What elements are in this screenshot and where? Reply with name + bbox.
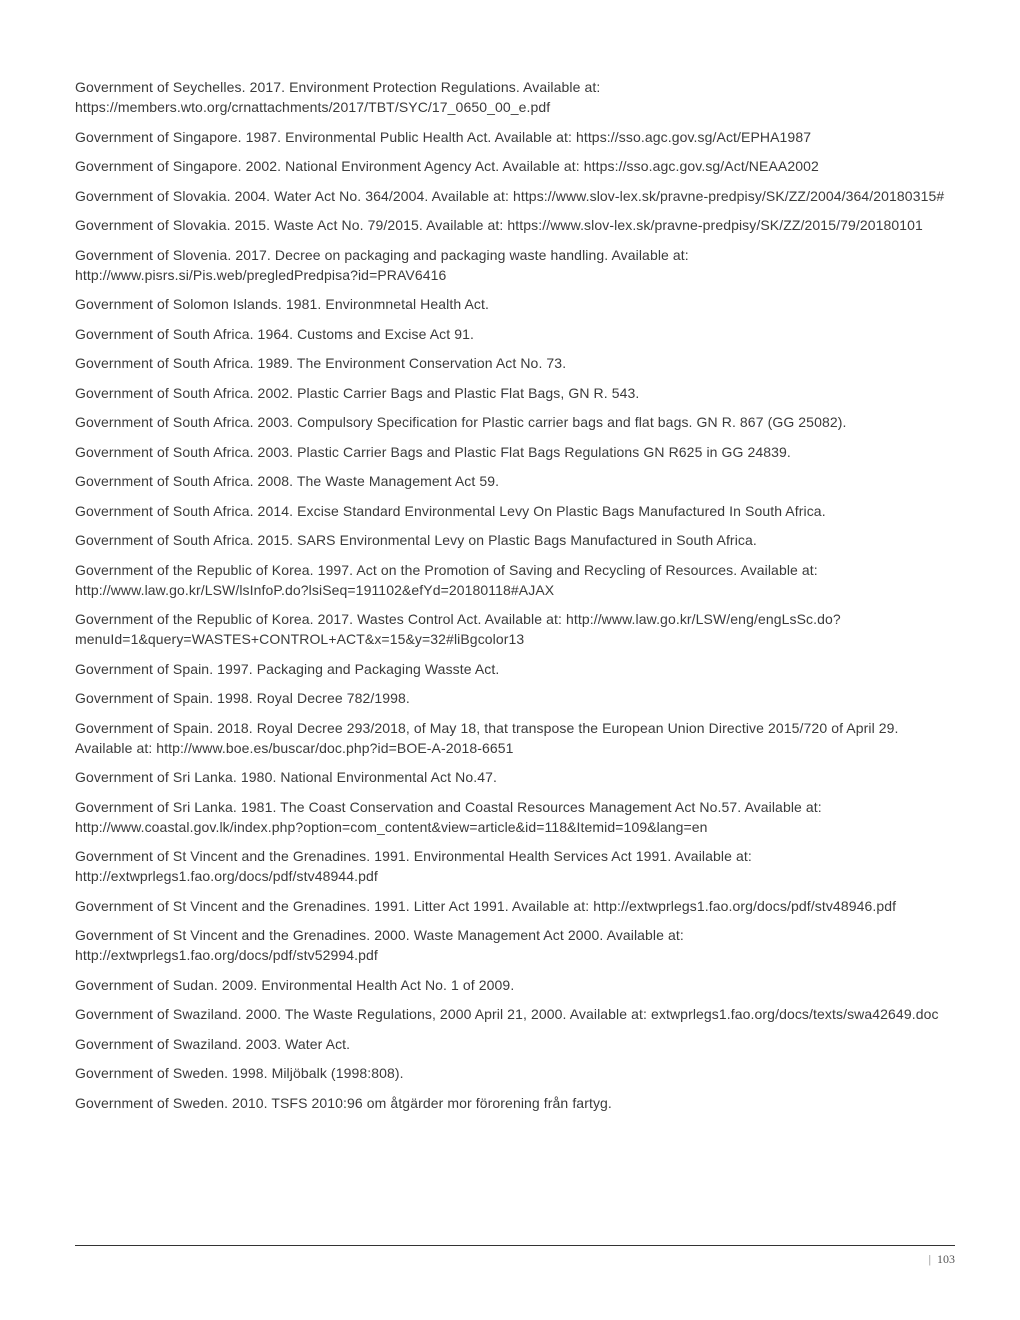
reference-entry: Government of Sweden. 2010. TSFS 2010:96 om åtgärder mor förorening från fartyg. xyxy=(75,1094,612,1111)
reference-entry: Government of South Africa. 2014. Excise Standard Environmental Levy On Plastic Bags Manufactured In South Africa. xyxy=(75,502,826,519)
reference-entry: Government of St Vincent and the Grenadines. 2000. Waste Management Act 2000. Available at: http://extwprlegs1.fao.org/docs/pdf/stv52994.pdf xyxy=(75,927,684,963)
reference-entry: Government of South Africa. 2003. Plastic Carrier Bags and Plastic Flat Bags Regulations GN R625 in GG 24839. xyxy=(75,443,791,460)
reference-entry: Government of South Africa. 2003. Compulsory Specification for Plastic carrier bags and flat bags. GN R. 867 (GG 25082). xyxy=(75,414,847,430)
reference-entry: Government of the Republic of Korea. 1997. Act on the Promotion of Saving and Recycling of Resources. Available at: http://www.law.go.kr/LSW/lsInfoP.do?lsiSeq=191102&efYd=20180118#AJAX xyxy=(75,561,818,598)
page-number-separator: | xyxy=(928,1252,931,1266)
reference-entry: Government of St Vincent and the Grenadines. 1991. Environmental Health Services Act 1991. Available at: http://extwprlegs1.fao.org/docs/pdf/stv48944.pdf xyxy=(75,848,752,884)
reference-entry: Government of South Africa. 1989. The Environment Conservation Act No. 73. xyxy=(75,355,567,371)
reference-entry: Government of Slovakia. 2015. Waste Act No. 79/2015. Available at: https://www.slov-lex.sk/pravne-predpisy/SK/ZZ/2015/79/20180101 xyxy=(75,217,923,233)
reference-entry: Government of Slovenia. 2017. Decree on packaging and packaging waste handling. Available at: http://www.pisrs.si/Pis.web/pregledPredpisa?id=PRAV6416 xyxy=(75,246,689,283)
reference-entry: Government of South Africa. 1964. Customs and Excise Act 91. xyxy=(75,325,474,342)
footer-divider xyxy=(75,1245,955,1246)
reference-list xyxy=(75,77,945,1122)
reference-entry: Government of Singapore. 2002. National Environment Agency Act. Available at: https://sso.agc.gov.sg/Act/NEAA2002 xyxy=(75,158,819,174)
reference-entry: Government of South Africa. 2015. SARS Environmental Levy on Plastic Bags Manufactured in South Africa. xyxy=(75,532,757,548)
reference-entry: Government of Solomon Islands. 1981. Environmnetal Health Act. xyxy=(75,296,489,312)
reference-entry: Government of Spain. 1998. Royal Decree 782/1998. xyxy=(75,690,410,706)
reference-entry: Government of Sudan. 2009. Environmental Health Act No. 1 of 2009. xyxy=(75,976,515,993)
reference-entry: Government of South Africa. 2008. The Waste Management Act 59. xyxy=(75,473,500,489)
reference-entry: Government of the Republic of Korea. 2017. Wastes Control Act. Available at: http://www.law.go.kr/LSW/eng/engLsSc.do?menuId=1&query=WASTES+CONTROL+ACT&x=15&y=32#liBgcolor13 xyxy=(75,611,841,647)
reference-entry: Government of Slovakia. 2004. Water Act No. 364/2004. Available at: https://www.slov-lex.sk/pravne-predpisy/SK/ZZ/2004/364/20180315# xyxy=(75,187,945,204)
reference-entry: Government of Sri Lanka. 1980. National Environmental Act No.47. xyxy=(75,769,497,785)
reference-entry: Government of Sri Lanka. 1981. The Coast Conservation and Coastal Resources Management Act No.57. Available at: http://www.coastal.gov.lk/index.php?option=com_content&view=article&id=118&Itemid=109&lang=en xyxy=(75,798,822,835)
reference-entry: Government of Swaziland. 2003. Water Act. xyxy=(75,1035,351,1052)
reference-entry: Government of St Vincent and the Grenadines. 1991. Litter Act 1991. Available at: http://extwprlegs1.fao.org/docs/pdf/stv48946.pdf xyxy=(75,897,897,914)
page-number-value: 103 xyxy=(937,1252,955,1266)
page-number xyxy=(929,1252,955,1267)
reference-entry: Government of Singapore. 1987. Environmental Public Health Act. Available at: https://sso.agc.gov.sg/Act/EPHA1987 xyxy=(75,128,812,145)
reference-entry: Government of Sweden. 1998. Miljöbalk (1998:808). xyxy=(75,1065,404,1081)
reference-entry: Government of Swaziland. 2000. The Waste Regulations, 2000 April 21, 2000. Available at: extwprlegs1.fao.org/docs/texts/swa42649.doc xyxy=(75,1006,939,1022)
reference-entry: Government of Spain. 1997. Packaging and Packaging Wasste Act. xyxy=(75,660,500,677)
reference-entry: Government of Spain. 2018. Royal Decree 293/2018, of May 18, that transpose the European Union Directive 2015/720 of April 29. Available at: http://www.boe.es/buscar/doc.php?id=BOE-A-2018-6651 xyxy=(75,719,899,756)
reference-entry: Government of Seychelles. 2017. Environment Protection Regulations. Available at: https://members.wto.org/crnattachments/2017/TBT/SYC/17_0650_00_e.pdf xyxy=(75,79,601,115)
reference-entry: Government of South Africa. 2002. Plastic Carrier Bags and Plastic Flat Bags, GN R. 543. xyxy=(75,384,640,401)
